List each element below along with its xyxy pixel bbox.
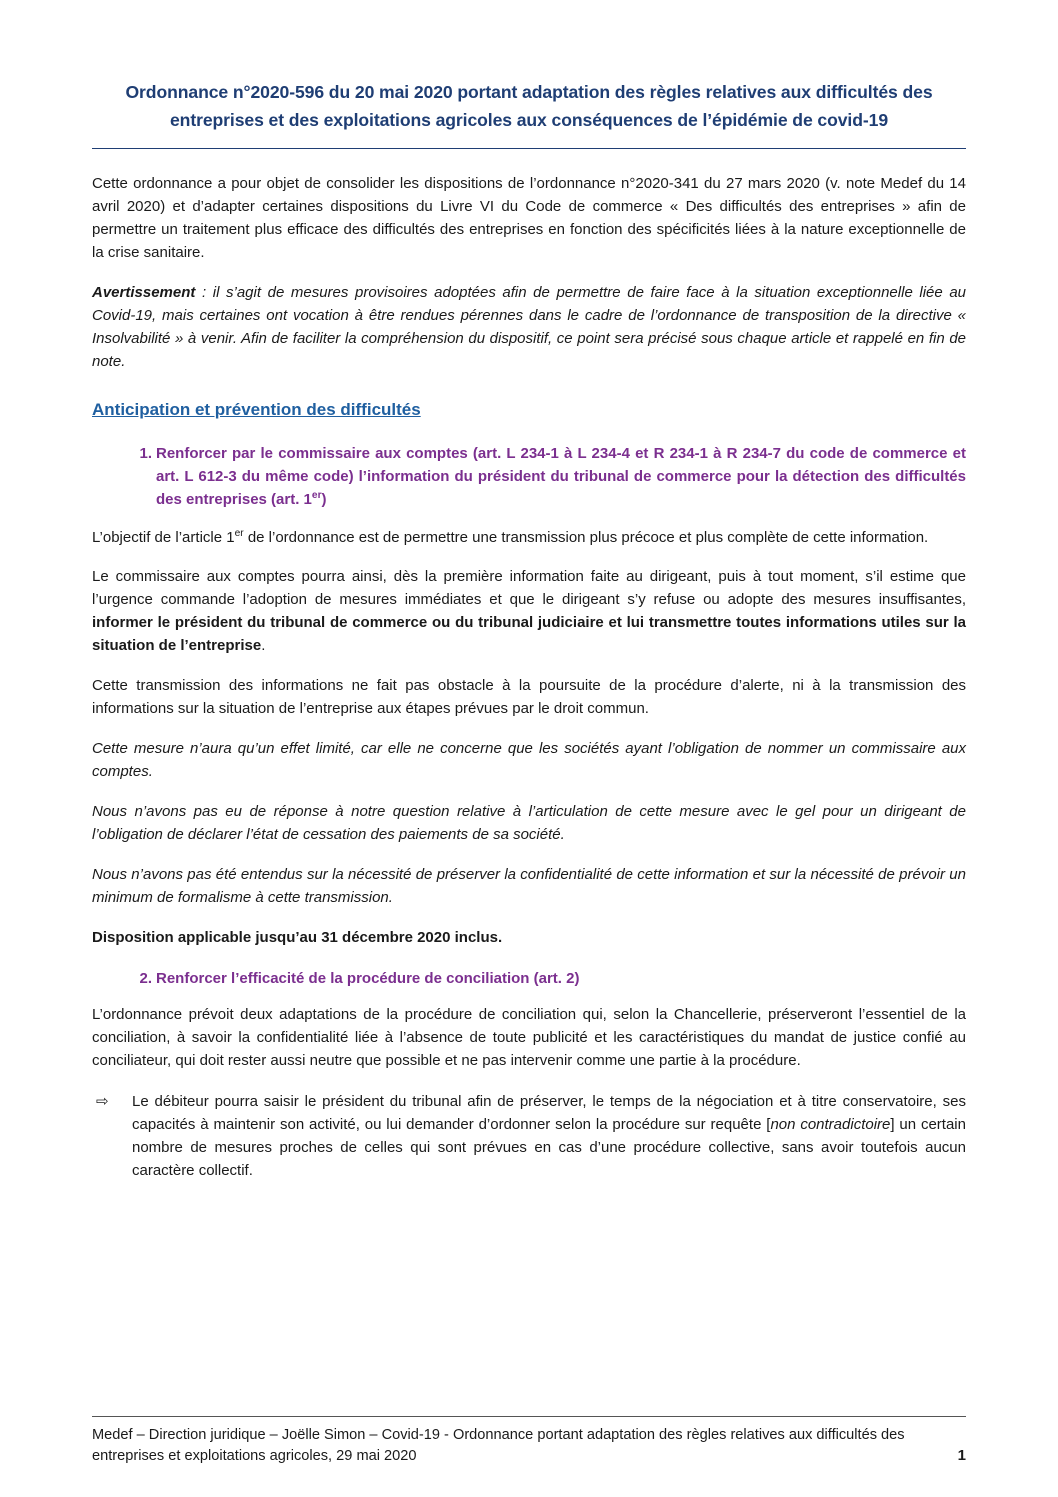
intro-paragraph: Cette ordonnance a pour objet de consolider les dispositions de l’ordonnance n°2020-341 du 27 mars 2020 (v. note Medef du 14 avril 2020) et d’adapter certaines dispositions du Livre VI du Code de commerce « Des difficultés des entreprises » afin de permettre un traitement plus efficace des difficultés des entreprises en fonction des spécificités liées à la nature exceptionnelle de la crise sanitaire.: [92, 175, 966, 262]
numbered-list-2: [92, 967, 966, 990]
list-item-1-title-sup: er: [311, 490, 322, 502]
paragraph-commissaire-bold: informer le président du tribunal de commerce ou du tribunal judiciaire et lui transmettre toutes informations utiles sur la situation de l’entreprise: [92, 614, 966, 655]
warning-paragraph: [92, 282, 966, 374]
numbered-list: [92, 442, 966, 512]
paragraph-objectif: [92, 526, 966, 550]
paragraph-disposition-applicable: Disposition applicable jusqu’au 31 décembre 2020 inclus.: [92, 928, 503, 946]
paragraph-objectif-b: de l’ordonnance est de permettre une transmission plus précoce et plus complète de cette information.: [243, 528, 929, 546]
list-item-1-title-part1: Renforcer par le commissaire aux comptes (art. L 234-1 à L 234-4 et R 234-1 à R 234-7 du code de commerce et art. L 612-3 du même code) l’information du président du tribunal de commerce pour la détection des difficultés des entreprises (art. 1: [156, 444, 966, 509]
paragraph-objectif-sup: er: [234, 527, 244, 539]
list-item-debiteur: [92, 1091, 966, 1183]
paragraph-commissaire: [92, 566, 966, 658]
list-item-debiteur-italic: non contradictoire: [770, 1115, 891, 1133]
list-item-2-title: Renforcer l’efficacité de la procédure de conciliation (art. 2): [156, 969, 580, 987]
paragraph-mesure-limitee: Cette mesure n’aura qu’un effet limité, car elle ne concerne que les sociétés ayant l’obligation de nommer un commissaire aux comptes.: [92, 740, 966, 781]
list-item-debiteur-b: ] un certain nombre de mesures proches de celles qui sont prévues en cas d’une procédure collective, sans avoir toutefois aucun caractère collectif.: [132, 1115, 966, 1179]
paragraph-conciliation: L’ordonnance prévoit deux adaptations de la procédure de conciliation qui, selon la Chancellerie, préserveront l’essentiel de la conciliation, à savoir la confidentialité liée à l’absence de toute publicité et les caractéristiques du mandat de justice confié au conciliateur, qui doit rester aussi neutre que possible et ne pas intervenir comme une partie à la procédure.: [92, 1005, 966, 1069]
list-item-1-title: [156, 445, 966, 509]
arrow-right-icon: ⇨: [96, 1092, 109, 1110]
list-item-2: [132, 967, 966, 990]
section-heading-anticipation: Anticipation et prévention des difficultés: [92, 399, 421, 419]
page-title: Ordonnance n°2020-596 du 20 mai 2020 portant adaptation des règles relatives aux difficultés des entreprises et des exploitations agricoles aux conséquences de l’épidémie de covid-19: [92, 78, 966, 149]
paragraph-reponse-question: Nous n’avons pas eu de réponse à notre question relative à l’articulation de cette mesure avec le gel pour un dirigeant de l’obligation de déclarer l’état de cessation des paiements de sa société.: [92, 802, 966, 843]
list-item-1: [132, 442, 966, 512]
warning-text: : il s’agit de mesures provisoires adoptées afin de permettre de faire face à la situation exceptionnelle liée au Covid-19, mais certaines ont vocation à être rendues pérennes dans le cadre de l’ordonnance de transposition de la directive « Insolvabilité » à venir. Afin de faciliter la compréhension du dispositif, ce point sera précisé sous chaque article et rappelé en fin de note.: [92, 284, 966, 370]
paragraph-transmission: Cette transmission des informations ne fait pas obstacle à la poursuite de la procédure d’alerte, ni à la transmission des informations sur la situation de l’entreprise aux étapes prévues par le droit commun.: [92, 677, 966, 718]
footer-text: Medef – Direction juridique – Joëlle Simon – Covid-19 - Ordonnance portant adaptation des règles relatives aux difficultés des entreprises et exploitations agricoles, 29 mai 2020: [92, 1426, 905, 1464]
list-item-2-number: 2.: [139, 969, 152, 987]
list-item-debiteur-a: Le débiteur pourra saisir le président du tribunal afin de préserver, le temps de la négociation et à titre conservatoire, ses capacités à maintenir son activité, ou lui demander d’ordonner selon la procédure sur requête [: [132, 1092, 966, 1133]
paragraph-commissaire-b: .: [261, 637, 266, 655]
list-item-1-number: 1.: [139, 444, 152, 462]
paragraph-commissaire-a: Le commissaire aux comptes pourra ainsi, dès la première information faite au dirigeant, puis à tout moment, s’il estime que l’urgence commande l’adoption de mesures immédiates et que le dirigeant s’y refuse ou adopte des mesures insuffisantes,: [92, 568, 966, 609]
warning-label: Avertissement: [92, 284, 196, 302]
page-footer: [92, 1416, 966, 1467]
paragraph-objectif-a: L’objectif de l’article 1: [92, 528, 235, 546]
paragraph-confidentialite: Nous n’avons pas été entendus sur la nécessité de préserver la confidentialité de cette information et sur la nécessité de prévoir un minimum de formalisme à cette transmission.: [92, 865, 966, 906]
list-item-1-title-part2: ): [321, 491, 327, 509]
arrow-bullet-list: [92, 1091, 966, 1183]
footer-page-number: 1: [957, 1447, 966, 1465]
